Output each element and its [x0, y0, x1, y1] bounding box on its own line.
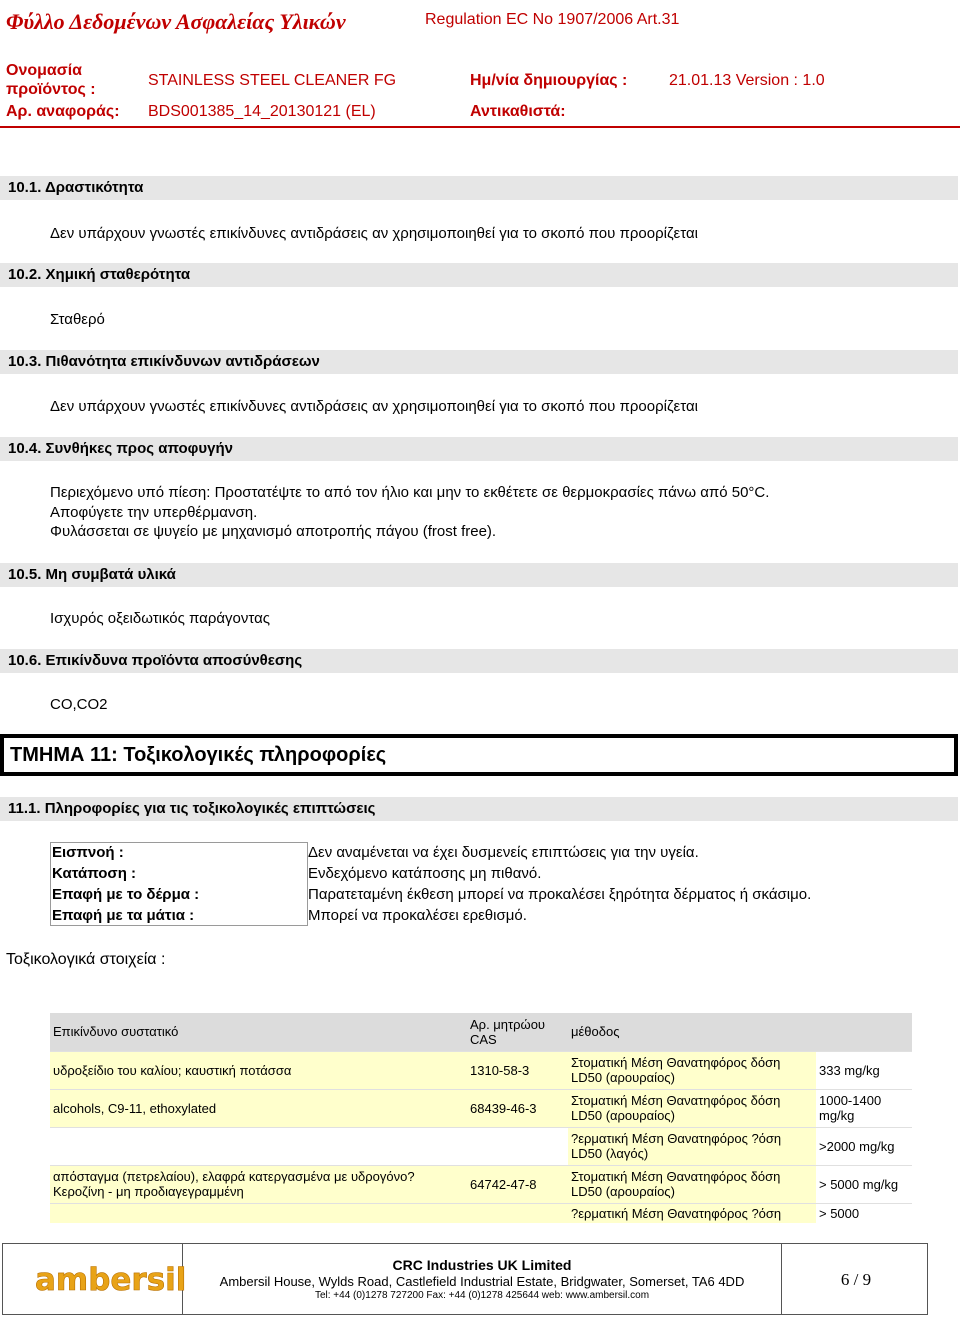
- footer-logo-cell: [3, 1244, 187, 1314]
- creation-date-label: Ημ/νία δημιουργίας :: [470, 72, 628, 89]
- section-10-4-line2: Αποφύγετε την υπερθέρμανση.: [50, 504, 258, 521]
- effect-label-inhalation: Εισπνοή :: [52, 844, 124, 861]
- section-10-4-header: [0, 437, 958, 461]
- tox-method: ?ερματική Μέση Θανατηφόρος ?όση: [568, 1203, 816, 1223]
- ambersil-logo: [33, 1258, 187, 1300]
- tox-ingredient: απόσταγμα (πετρελαίου), ελαφρά κατεργασμένα με υδρογόνο? Κεροζίνη - μη προδιαγεγραμμένη: [50, 1165, 467, 1203]
- product-name-label-line1: Ονομασία: [6, 62, 82, 79]
- table-row: [50, 1089, 912, 1127]
- table-row: [50, 1203, 912, 1223]
- tox-header-value: [816, 1013, 912, 1051]
- tox-cas: [467, 1127, 568, 1165]
- section-11-1-title: 11.1. Πληροφορίες για τις τοξικολογικές επιπτώσεις: [8, 800, 376, 817]
- tox-cas: 64742-47-8: [467, 1165, 568, 1203]
- section-10-1-header: [0, 176, 958, 200]
- effect-value-eyes: Μπορεί να προκαλέσει ερεθισμό.: [308, 907, 527, 924]
- section-11-1-header: [0, 797, 958, 821]
- effect-value-inhalation: Δεν αναμένεται να έχει δυσμενείς επιπτώσεις για την υγεία.: [308, 844, 699, 861]
- logo-text: ambersil: [35, 1262, 187, 1298]
- product-name: STAINLESS STEEL CLEANER FG: [148, 72, 397, 89]
- footer-contact: Tel: +44 (0)1278 727200 Fax: +44 (0)1278 425644 web: www.ambersil.com: [314, 1290, 650, 1301]
- section-10-4-title: 10.4. Συνθήκες προς αποφυγήν: [8, 440, 233, 457]
- creation-date-value: 21.01.13 Version : 1.0: [669, 72, 825, 89]
- tox-method: Στοματική Μέση Θανατηφόρος δόση LD50 (αρουραίος): [568, 1051, 816, 1089]
- tox-method: Στοματική Μέση Θανατηφόρος δόση LD50 (αρουραίος): [568, 1089, 816, 1127]
- tox-method: ?ερματική Μέση Θανατηφόρος ?όση LD50 (λαγός): [568, 1127, 816, 1165]
- replaces-label: Αντικαθιστά:: [470, 103, 566, 120]
- section-10-4-line1: Περιεχόμενο υπό πίεση: Προστατέψτε το από τον ήλιο και μην το εκθέτετε σε θερμοκρασίες πάνω από 50°C.: [50, 484, 770, 501]
- tox-cas: 1310-58-3: [467, 1051, 568, 1089]
- section-10-5-title: 10.5. Μη συμβατά υλικά: [8, 566, 176, 583]
- section-10-3-text: Δεν υπάρχουν γνωστές επικίνδυνες αντιδράσεις αν χρησιμοποιηθεί για το σκοπό που προορίζεται: [50, 398, 698, 415]
- tox-value: > 5000 mg/kg: [816, 1165, 912, 1203]
- document-title: Φύλλο Δεδομένων Ασφαλείας Υλικών: [6, 9, 346, 34]
- footer-company-cell: [183, 1244, 781, 1314]
- tox-value: > 5000: [816, 1203, 912, 1223]
- tox-ingredient: [50, 1127, 467, 1165]
- tox-table-header-row: [50, 1013, 912, 1051]
- tox-value: 1000-1400 mg/kg: [816, 1089, 912, 1127]
- section-10-4-line3: Φυλάσσεται σε ψυγείο με μηχανισμό αποτροπής πάγου (frost free).: [50, 523, 497, 540]
- effect-label-skin: Επαφή με το δέρμα :: [52, 886, 200, 903]
- footer-page-cell: [781, 1244, 929, 1314]
- reference-label: Αρ. αναφοράς:: [6, 103, 120, 120]
- section-10-1-text: Δεν υπάρχουν γνωστές επικίνδυνες αντιδράσεις αν χρησιμοποιηθεί για το σκοπό που προορίζεται: [50, 225, 698, 242]
- product-name-label-line2: προϊόντος :: [6, 81, 96, 98]
- tox-ingredient: [50, 1203, 467, 1223]
- tox-cas: [467, 1203, 568, 1223]
- tox-ingredient: alcohols, C9-11, ethoxylated: [50, 1089, 467, 1127]
- effect-value-skin: Παρατεταμένη έκθεση μπορεί να προκαλέσει ξηρότητα δέρματος ή σκάσιμο.: [308, 886, 812, 903]
- section-10-5-header: [0, 563, 958, 587]
- section-10-6-header: [0, 649, 958, 673]
- tox-value: 333 mg/kg: [816, 1051, 912, 1089]
- section-10-2-text: Σταθερό: [50, 311, 105, 328]
- effect-value-ingestion: Ενδεχόμενο κατάποσης μη πιθανό.: [308, 865, 542, 882]
- section-10-3-header: [0, 350, 958, 374]
- tox-cas: 68439-46-3: [467, 1089, 568, 1127]
- effect-label-eyes: Επαφή με τα μάτια :: [52, 907, 195, 924]
- page-footer: [2, 1243, 928, 1315]
- section-10-3-title: 10.3. Πιθανότητα επικίνδυνων αντιδράσεων: [8, 353, 320, 370]
- page-number: 6 / 9: [840, 1270, 872, 1289]
- section-10-6-title: 10.6. Επικίνδυνα προϊόντα αποσύνθεσης: [8, 652, 303, 669]
- section-10-1-title: 10.1. Δραστικότητα: [8, 179, 144, 196]
- table-row: [50, 1165, 912, 1203]
- section-10-2-header: [0, 263, 958, 287]
- tox-data-label: Τοξικολογικά στοιχεία :: [6, 951, 166, 968]
- tox-header-method: μέθοδος: [568, 1013, 816, 1051]
- tox-ingredient: υδροξείδιο του καλίου; καυστική ποτάσσα: [50, 1051, 467, 1089]
- section-10-2-title: 10.2. Χημική σταθερότητα: [8, 266, 191, 283]
- tox-value: >2000 mg/kg: [816, 1127, 912, 1165]
- header-divider: [0, 126, 960, 128]
- footer-company-name: CRC Industries UK Limited: [392, 1257, 572, 1273]
- tox-table: [50, 1013, 912, 1223]
- section-11-title: ΤΜΗΜΑ 11: Τοξικολογικές πληροφορίες: [10, 744, 387, 766]
- table-row: [50, 1051, 912, 1089]
- footer-address: Ambersil House, Wylds Road, Castlefield Industrial Estate, Bridgwater, Somerset, TA6 4DD: [219, 1274, 745, 1289]
- tox-header-cas: Αρ. μητρώου CAS: [467, 1013, 568, 1051]
- table-row: [50, 1127, 912, 1165]
- section-10-5-text: Ισχυρός οξειδωτικός παράγοντας: [50, 610, 270, 627]
- regulation-reference: Regulation EC No 1907/2006 Art.31: [425, 11, 680, 28]
- effect-label-ingestion: Κατάποση :: [52, 865, 137, 882]
- reference-value: BDS001385_14_20130121 (EL): [148, 103, 376, 120]
- tox-header-ingredient: Επικίνδυνο συστατικό: [50, 1013, 467, 1051]
- section-11-header: [0, 734, 958, 776]
- section-10-6-text: CO,CO2: [50, 696, 108, 713]
- tox-method: Στοματική Μέση Θανατηφόρος δόση LD50 (αρουραίος): [568, 1165, 816, 1203]
